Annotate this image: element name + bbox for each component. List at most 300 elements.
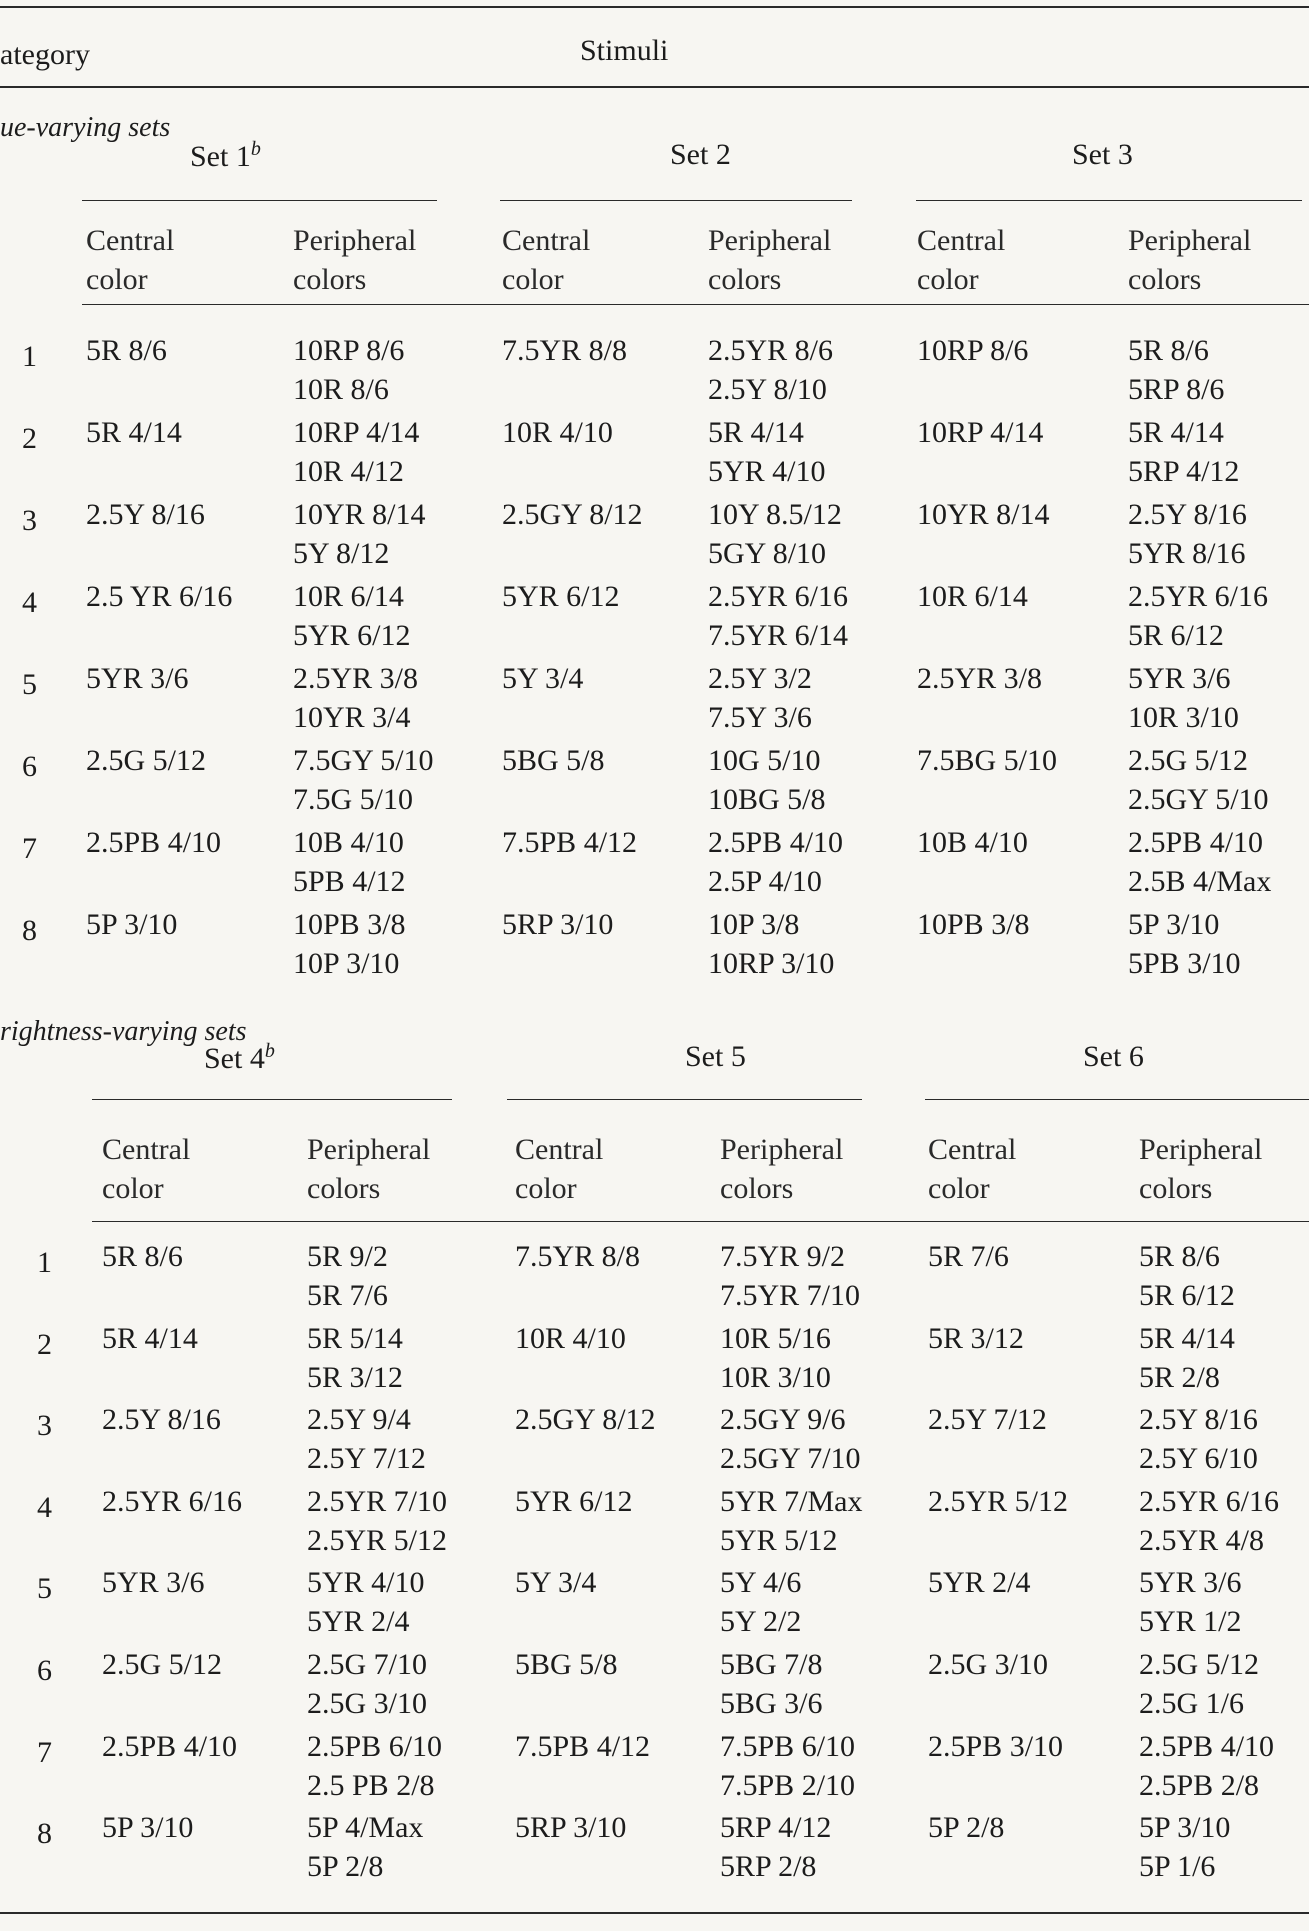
set-group-rule: [82, 200, 437, 201]
central-color-cell: [86, 413, 182, 452]
central-color-cell: [502, 495, 643, 534]
color-notation: 7.5GY 5/10: [293, 744, 434, 777]
set-group-rule: [92, 1099, 452, 1100]
central-color-cell: [928, 1563, 1031, 1602]
color-notation: 10B 4/10: [293, 826, 404, 859]
color-notation: 2.5GY 9/6: [720, 1403, 846, 1437]
color-notation: 7.5BG 5/10: [917, 744, 1058, 777]
table-row: [0, 331, 1309, 413]
central-color-cell: [86, 659, 189, 698]
color-notation: 10PB 3/8: [917, 908, 1030, 941]
color-notation: 10P 3/8: [708, 908, 800, 941]
color-notation: 2.5YR 3/8: [917, 662, 1043, 695]
color-notation: 10R 6/14: [293, 580, 404, 613]
color-notation: 2.5Y 8/10: [708, 373, 827, 406]
peripheral-colors-cell: [708, 413, 826, 491]
color-notation: 5R 8/6: [102, 1240, 183, 1273]
color-notation: 10BG 5/8: [708, 783, 826, 816]
central-color-cell: [917, 577, 1028, 616]
color-notation: 5PB 3/10: [1128, 947, 1241, 980]
color-notation: 2.5YR 4/8: [1139, 1523, 1265, 1557]
color-notation: 5P 2/8: [307, 1850, 384, 1884]
column-header-line: Peripheral: [1139, 1133, 1263, 1166]
table-row: [0, 823, 1309, 905]
column-header-line: colors: [708, 263, 782, 296]
color-notation: 2.5PB 6/10: [307, 1729, 443, 1763]
color-notation: 10PB 3/8: [293, 908, 406, 941]
central-color-cell: [102, 1400, 221, 1439]
column-header-line: Central: [102, 1133, 191, 1166]
table-row: [0, 1645, 1309, 1727]
color-notation: 2.5G 5/12: [86, 744, 206, 777]
set-label-text: Set 4: [204, 1042, 265, 1075]
row-number: 3: [37, 1409, 52, 1443]
row-number: 8: [37, 1817, 52, 1851]
central-color-cell: [102, 1319, 198, 1358]
central-color-cell: [86, 577, 232, 616]
set-label-text: Set 3: [1072, 138, 1133, 171]
color-notation: 5Y 2/2: [720, 1605, 802, 1639]
table-row: [0, 1319, 1309, 1401]
peripheral-colors-cell: [1128, 577, 1268, 655]
color-notation: 2.5PB 3/10: [928, 1729, 1064, 1763]
central-color-cell: [917, 823, 1028, 862]
color-notation: 7.5YR 8/8: [515, 1240, 641, 1273]
table-row: [0, 1400, 1309, 1482]
color-notation: 2.5G 5/12: [1128, 744, 1248, 777]
column-header-line: Central: [928, 1133, 1017, 1166]
peripheral-colors-header: [1139, 1130, 1262, 1208]
color-notation: 2.5YR 7/10: [307, 1484, 448, 1518]
color-notation: 2.5Y 8/16: [1128, 498, 1247, 531]
color-notation: 5YR 5/12: [720, 1523, 838, 1557]
column-header-line: Central: [86, 224, 175, 257]
color-notation: 5YR 4/10: [708, 455, 826, 488]
peripheral-colors-cell: [293, 577, 411, 655]
row-number: 3: [22, 504, 37, 537]
central-color-cell: [102, 1563, 205, 1602]
color-notation: 5R 4/14: [1139, 1321, 1235, 1355]
color-notation: 2.5GY 5/10: [1128, 783, 1269, 816]
color-notation: 5RP 2/8: [720, 1850, 817, 1884]
color-notation: 2.5G 7/10: [307, 1648, 427, 1681]
peripheral-colors-cell: [720, 1727, 855, 1805]
color-notation: 5P 3/10: [86, 908, 178, 941]
color-notation: 5BG 5/8: [502, 744, 605, 777]
table-row: [0, 413, 1309, 495]
color-notation: 5R 9/2: [307, 1240, 388, 1273]
color-notation: 5R 6/12: [1139, 1279, 1235, 1312]
table-row: [0, 1808, 1309, 1890]
central-color-cell: [502, 659, 583, 698]
color-notation: 5YR 1/2: [1139, 1605, 1242, 1639]
color-notation: 10R 4/10: [515, 1321, 626, 1355]
color-notation: 5Y 4/6: [720, 1566, 802, 1600]
table-row: [0, 1482, 1309, 1564]
set-label-text: Set 5: [685, 1040, 746, 1073]
section-title: ue-varying sets: [0, 112, 171, 143]
color-notation: 7.5YR 8/8: [502, 334, 628, 367]
color-notation: 5R 7/6: [307, 1279, 388, 1312]
central-color-cell: [86, 905, 177, 944]
color-notation: 10RP 8/6: [917, 334, 1029, 367]
color-notation: 5P 3/10: [102, 1811, 194, 1845]
color-notation: 10P 3/10: [293, 947, 400, 980]
peripheral-colors-header: [293, 221, 416, 299]
column-header-line: Central: [515, 1133, 604, 1166]
central-color-cell: [928, 1482, 1068, 1521]
color-notation: 10R 4/10: [502, 416, 613, 449]
row-number: 7: [22, 832, 37, 865]
color-notation: 5YR 6/12: [502, 580, 620, 613]
peripheral-colors-cell: [720, 1319, 831, 1397]
color-notation: 5PB 4/12: [293, 865, 406, 898]
column-header-line: Peripheral: [307, 1133, 431, 1166]
central-color-cell: [515, 1237, 640, 1276]
stimuli-header: Stimuli: [580, 34, 669, 67]
color-notation: 2.5PB 4/10: [102, 1729, 238, 1763]
central-color-cell: [86, 741, 206, 780]
set-label: [685, 1040, 746, 1074]
color-notation: 2.5YR 5/12: [928, 1484, 1069, 1518]
color-notation: 5R 4/14: [86, 416, 182, 449]
color-notation: 5YR 3/6: [1139, 1566, 1242, 1600]
column-header-line: color: [102, 1172, 164, 1205]
central-color-cell: [928, 1645, 1048, 1684]
peripheral-colors-cell: [1128, 741, 1269, 819]
set-group-rule: [507, 1099, 862, 1100]
central-color-cell: [86, 331, 167, 370]
color-notation: 5RP 3/10: [502, 908, 614, 941]
color-notation: 2.5PB 4/10: [1139, 1729, 1275, 1763]
central-color-cell: [917, 905, 1030, 944]
peripheral-colors-cell: [1139, 1400, 1258, 1478]
set-label: [190, 138, 261, 174]
color-notation: 10RP 4/14: [293, 416, 420, 449]
peripheral-colors-cell: [708, 741, 826, 819]
color-notation: 5YR 3/6: [1128, 662, 1231, 695]
column-header-line: color: [515, 1172, 577, 1205]
color-notation: 2.5GY 8/12: [502, 498, 643, 531]
color-notation: 5Y 3/4: [502, 662, 584, 695]
peripheral-colors-cell: [293, 905, 406, 983]
set-label: [204, 1040, 275, 1076]
column-header-line: colors: [307, 1172, 381, 1205]
color-notation: 5YR 6/12: [293, 619, 411, 652]
color-notation: 5P 4/Max: [307, 1811, 424, 1845]
central-color-cell: [515, 1727, 650, 1766]
central-color-cell: [928, 1319, 1024, 1358]
row-number: 1: [22, 340, 37, 373]
central-color-cell: [917, 495, 1050, 534]
central-color-cell: [502, 741, 605, 780]
peripheral-colors-cell: [1128, 659, 1239, 737]
column-header-line: color: [928, 1172, 990, 1205]
central-color-cell: [502, 413, 613, 452]
color-notation: 2.5G 3/10: [928, 1648, 1048, 1681]
color-notation: 2.5G 3/10: [307, 1687, 427, 1720]
central-color-header: [502, 221, 590, 299]
table-row: [0, 577, 1309, 659]
peripheral-colors-cell: [307, 1645, 427, 1723]
color-notation: 5R 5/14: [307, 1321, 403, 1355]
color-notation: 7.5YR 9/2: [720, 1240, 846, 1273]
central-color-cell: [502, 905, 613, 944]
color-notation: 5YR 4/10: [307, 1566, 425, 1600]
column-header-line: Central: [502, 224, 591, 257]
set-label: [1072, 138, 1133, 172]
color-notation: 5R 4/14: [1128, 416, 1224, 449]
color-notation: 2.5YR 6/16: [708, 580, 849, 613]
set-label-text: Set 6: [1083, 1040, 1144, 1073]
color-notation: 5R 2/8: [1139, 1360, 1220, 1394]
color-notation: 5YR 3/6: [86, 662, 189, 695]
color-notation: 10YR 3/4: [293, 701, 411, 734]
set-label-footnote: b: [264, 1040, 275, 1062]
color-notation: 5YR 2/4: [307, 1605, 410, 1639]
peripheral-colors-cell: [293, 659, 418, 737]
color-notation: 5R 7/6: [928, 1240, 1009, 1273]
color-notation: 10R 6/14: [917, 580, 1028, 613]
column-header-line: Peripheral: [293, 224, 417, 257]
header-rule: [0, 86, 1309, 88]
table-row: [0, 1563, 1309, 1645]
column-header-line: color: [86, 263, 148, 296]
central-color-cell: [515, 1645, 618, 1684]
color-notation: 7.5Y 3/6: [708, 701, 812, 734]
table-row: [0, 741, 1309, 823]
central-color-cell: [102, 1237, 183, 1276]
table-row: [0, 905, 1309, 987]
category-header: ategory: [0, 38, 90, 71]
color-notation: 2.5GY 8/12: [515, 1403, 656, 1437]
peripheral-colors-cell: [708, 331, 833, 409]
central-color-cell: [86, 823, 221, 862]
peripheral-colors-cell: [1128, 413, 1239, 491]
central-color-cell: [928, 1808, 1004, 1847]
peripheral-colors-cell: [307, 1727, 442, 1805]
color-notation: 5Y 8/12: [293, 537, 390, 570]
peripheral-colors-cell: [293, 495, 426, 573]
color-notation: 2.5YR 5/12: [307, 1523, 448, 1557]
color-notation: 7.5YR 7/10: [720, 1279, 861, 1312]
color-notation: 2.5Y 8/16: [102, 1403, 221, 1437]
color-notation: 2.5Y 6/10: [1139, 1442, 1258, 1476]
color-notation: 2.5PB 4/10: [708, 826, 844, 859]
peripheral-colors-cell: [307, 1400, 426, 1478]
table-row: [0, 659, 1309, 741]
row-number: 6: [22, 750, 37, 783]
color-notation: 5R 6/12: [1128, 619, 1224, 652]
peripheral-colors-cell: [720, 1645, 823, 1723]
peripheral-colors-cell: [1139, 1482, 1279, 1560]
color-notation: 5P 1/6: [1139, 1850, 1216, 1884]
color-notation: 2.5G 1/6: [1139, 1687, 1244, 1720]
color-notation: 2.5P 4/10: [708, 865, 822, 898]
set-group-rule: [500, 200, 852, 201]
column-header-rule: [82, 304, 1309, 305]
color-notation: 5BG 5/8: [515, 1648, 618, 1681]
color-notation: 2.5G 5/12: [102, 1648, 222, 1681]
row-number: 1: [37, 1246, 52, 1279]
color-notation: 5RP 4/12: [1128, 455, 1240, 488]
row-number: 7: [37, 1735, 52, 1769]
row-number: 5: [37, 1572, 52, 1606]
peripheral-colors-cell: [708, 577, 848, 655]
top-rule: [0, 6, 1309, 8]
column-header-line: colors: [720, 1172, 794, 1205]
central-color-cell: [86, 495, 205, 534]
color-notation: 2.5GY 7/10: [720, 1442, 861, 1476]
peripheral-colors-cell: [1128, 823, 1271, 901]
peripheral-colors-cell: [293, 413, 419, 491]
central-color-cell: [502, 823, 637, 862]
central-color-header: [928, 1130, 1016, 1208]
central-color-cell: [102, 1727, 237, 1766]
peripheral-colors-cell: [720, 1563, 801, 1641]
column-header-line: color: [917, 263, 979, 296]
color-notation: 7.5PB 4/12: [502, 826, 638, 859]
row-number: 2: [37, 1327, 52, 1361]
color-notation: 10YR 8/14: [917, 498, 1050, 531]
peripheral-colors-cell: [307, 1808, 423, 1886]
set-label: [1083, 1040, 1144, 1074]
color-notation: 5YR 8/16: [1128, 537, 1246, 570]
column-header-rule: [92, 1221, 1309, 1222]
color-notation: 10YR 8/14: [293, 498, 426, 531]
color-notation: 7.5YR 6/14: [708, 619, 849, 652]
central-color-cell: [917, 331, 1028, 370]
peripheral-colors-cell: [708, 495, 842, 573]
color-notation: 5YR 6/12: [515, 1484, 633, 1518]
color-notation: 2.5YR 6/16: [1139, 1484, 1280, 1518]
central-color-cell: [502, 577, 620, 616]
set-group-rule: [916, 200, 1302, 201]
color-notation: 2.5YR 3/8: [293, 662, 419, 695]
color-notation: 5RP 8/6: [1128, 373, 1225, 406]
set-label: [670, 138, 731, 172]
color-notation: 2.5 PB 2/8: [307, 1768, 435, 1802]
central-color-cell: [102, 1808, 193, 1847]
peripheral-colors-cell: [1139, 1727, 1274, 1805]
row-number: 4: [37, 1490, 52, 1524]
color-notation: 10RP 8/6: [293, 334, 405, 367]
peripheral-colors-cell: [293, 823, 406, 901]
column-header-line: colors: [293, 263, 367, 296]
peripheral-colors-cell: [720, 1482, 863, 1560]
color-notation: 7.5PB 6/10: [720, 1729, 856, 1763]
peripheral-colors-cell: [1139, 1237, 1235, 1315]
row-number: 5: [22, 668, 37, 701]
color-notation: 5R 3/12: [307, 1360, 403, 1394]
central-color-cell: [917, 741, 1057, 780]
set-label-footnote: b: [250, 138, 261, 160]
set-label-text: Set 2: [670, 138, 731, 171]
color-notation: 2.5Y 7/12: [928, 1403, 1047, 1437]
color-notation: 10R 3/10: [720, 1360, 831, 1394]
bottom-rule: [0, 1912, 1309, 1914]
column-header-line: Peripheral: [720, 1133, 844, 1166]
peripheral-colors-cell: [1128, 331, 1224, 409]
central-color-cell: [928, 1400, 1047, 1439]
peripheral-colors-cell: [708, 905, 834, 983]
color-notation: 2.5Y 3/2: [708, 662, 812, 695]
color-notation: 5RP 4/12: [720, 1811, 832, 1845]
column-header-line: Peripheral: [708, 224, 832, 257]
central-color-cell: [917, 659, 1042, 698]
color-notation: 10G 5/10: [708, 744, 821, 777]
peripheral-colors-cell: [1139, 1563, 1242, 1641]
peripheral-colors-cell: [720, 1808, 831, 1886]
color-notation: 5BG 7/8: [720, 1648, 823, 1681]
peripheral-colors-header: [1128, 221, 1251, 299]
color-notation: 5YR 3/6: [102, 1566, 205, 1600]
set-group-rule: [925, 1099, 1309, 1100]
color-notation: 2.5B 4/Max: [1128, 865, 1272, 898]
peripheral-colors-cell: [1139, 1808, 1230, 1886]
color-notation: 10Y 8.5/12: [708, 498, 842, 531]
color-notation: 5Y 3/4: [515, 1566, 597, 1600]
column-header-line: color: [502, 263, 564, 296]
color-notation: 5R 4/14: [708, 416, 804, 449]
column-header-line: colors: [1128, 263, 1202, 296]
color-notation: 5YR 7/Max: [720, 1484, 863, 1518]
central-color-header: [86, 221, 174, 299]
set-label-text: Set 1: [190, 140, 251, 173]
column-header-line: colors: [1139, 1172, 1213, 1205]
color-notation: 5GY 8/10: [708, 537, 827, 570]
color-notation: 10RP 3/10: [708, 947, 835, 980]
peripheral-colors-cell: [307, 1563, 425, 1641]
peripheral-colors-cell: [293, 741, 434, 819]
color-notation: 10R 8/6: [293, 373, 389, 406]
central-color-cell: [515, 1482, 633, 1521]
table-row: [0, 1237, 1309, 1319]
peripheral-colors-header: [720, 1130, 843, 1208]
color-notation: 2.5Y 7/12: [307, 1442, 426, 1476]
row-number: 8: [22, 914, 37, 947]
color-notation: 5R 8/6: [1139, 1240, 1220, 1273]
color-notation: 2.5PB 4/10: [1128, 826, 1264, 859]
peripheral-colors-cell: [307, 1319, 403, 1397]
column-header-line: Peripheral: [1128, 224, 1252, 257]
central-color-cell: [515, 1319, 626, 1358]
color-notation: 7.5PB 4/12: [515, 1729, 651, 1763]
color-notation: 2.5Y 8/16: [1139, 1403, 1258, 1437]
table-row: [0, 495, 1309, 577]
color-notation: 2.5YR 6/16: [102, 1484, 243, 1518]
color-notation: 5P 3/10: [1128, 908, 1220, 941]
color-notation: 7.5PB 2/10: [720, 1768, 856, 1802]
central-color-cell: [102, 1645, 222, 1684]
color-notation: 10RP 4/14: [917, 416, 1044, 449]
color-notation: 5BG 3/6: [720, 1687, 823, 1720]
color-notation: 5P 2/8: [928, 1811, 1005, 1845]
peripheral-colors-cell: [720, 1400, 861, 1478]
central-color-header: [917, 221, 1005, 299]
color-notation: 2.5Y 9/4: [307, 1403, 411, 1437]
color-notation: 5R 8/6: [86, 334, 167, 367]
peripheral-colors-cell: [307, 1482, 447, 1560]
central-color-cell: [917, 413, 1043, 452]
central-color-cell: [515, 1808, 626, 1847]
color-notation: 2.5 YR 6/16: [86, 580, 233, 613]
peripheral-colors-cell: [307, 1237, 388, 1315]
peripheral-colors-cell: [1139, 1645, 1259, 1723]
color-notation: 2.5Y 8/16: [86, 498, 205, 531]
table-row: [0, 1727, 1309, 1809]
central-color-cell: [928, 1237, 1009, 1276]
